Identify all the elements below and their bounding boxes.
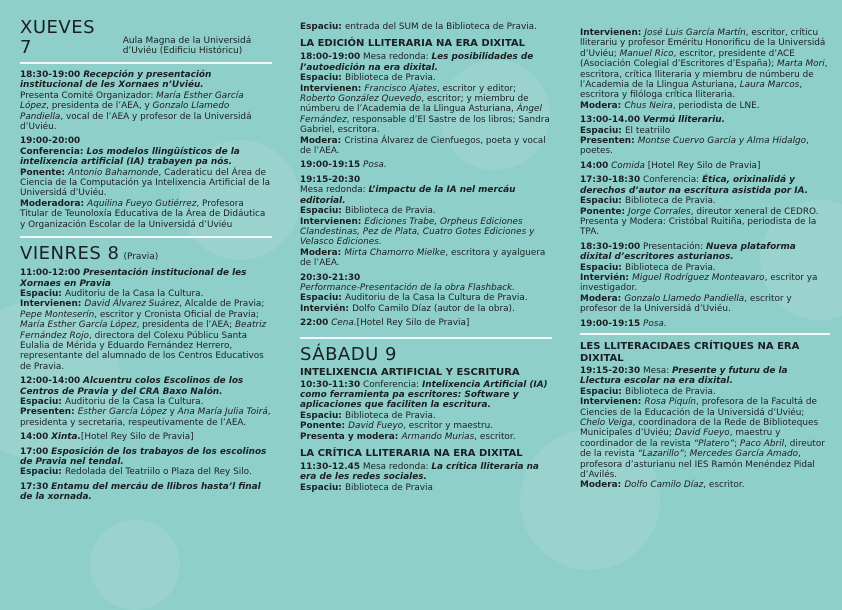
event: 17:30-18:30 Conferencia: Ética, orixinalidá y derechos d’autor na escritura asistida por IA. Espaciu: Biblioteca de Pravia. Ponente: Jorge Corrales, direutor xeneral de CEDRO. Presenta y Modera: Cristóbal Ruitiña, periodista de la TPA. [580, 175, 819, 238]
event: Intervienen: José Luis García Martín, escritor, críticu lliterariu y profesor Eméritu Honorificu de la Universidá d’Uviéu; Manuel Rico, escritor, presidente d’ACE (Asociación Colegial d’Escritores d’España); Marta Mori, escritora, crítica lliteraria y miembru de númberu de l’Academia de la Llingua Asturiana, Laura Marcos, escritora y filóloga crítica lliteraria. Modera: Chus Neira, periodista de LNE. [580, 28, 828, 111]
section-title: LES LLITERACIDAES CRÍTIQUES NA ERA DIXITAL [580, 340, 800, 364]
event: 20:30-21:30 Performance-Presentación de la obra Flashback. Espaciu: Auditoriu de la Casa la Cultura de Pravia. Intervién: Dolfo Camilo Díaz (autor de la obra). [300, 272, 528, 314]
day-name: SÁBADU 9 [300, 343, 397, 365]
day-header-friday [20, 244, 272, 264]
event: 17:30 Entamu del mercáu de llibros hasta’l final de la xornada. [20, 481, 261, 503]
event: 11:00-12:00 Presentación institucional de les Xornaes en Pravia Espaciu: Auditoriu de la Casa la Cultura. Intervienen: David Álvarez Suárez, Alcalde de Pravia; Pepe Monteserín, escritor y Cronista Oficial de Pravia; María Esther García López, presidenta de l’AEA; Beatriz Fernández Rojo, directora del Colexu Públicu Santa Eulalia de Mérida y Eduardo Fernández Herrero, representante del alumnado de los Centros Educativos de Pravia. [20, 268, 267, 372]
section-title: INTELIXENCIA ARTIFICIAL Y ESCRITURA [300, 366, 520, 378]
column-left [20, 18, 272, 507]
event: 19:15-20:30 Mesa redonda: L’impactu de la IA nel mercáu editorial. Espaciu: Biblioteca de Pravia. Intervienen: Ediciones Trabe, Orpheus Ediciones Clandestinas, Pez de Plata, Cuatro Gotes Ediciones y Velasco Ediciones. Modera: Mirta Chamorro Mielke, escritora y ayalguera de l’AEA. [300, 174, 546, 269]
day-header-saturday [300, 345, 552, 365]
event: 11:30-12.45 Mesa redonda: La crítica lliteraria na era de les redes sociales. Espaciu: Biblioteca de Pravia [300, 462, 539, 493]
divider [300, 337, 552, 339]
background-shape [90, 520, 180, 610]
day-location: Aula Magna de la Universidá d’Uviéu (Edificiu Históricu) [122, 36, 252, 56]
day-header-thursday [20, 18, 272, 58]
day-location: (Pravia) [123, 251, 159, 262]
divider [580, 333, 830, 335]
event: 18:30-19:00 Recepción y presentación institucional de les Xornaes n’Uviéu. Presenta Comité Organizador: María Esther García López, presidenta de l’AEA, y Gonzalo Llamedo Pandiella, vocal de l’AEA y profesor de la Universidá d’Uviéu. [20, 70, 252, 133]
day-name: XUEVES 7 [20, 17, 95, 58]
event: 22:00 Cena.[Hotel Rey Silo de Pravia] [300, 318, 470, 329]
divider [20, 236, 272, 238]
section-title: LA CRÍTICA LLITERARIA NA ERA DIXITAL [300, 448, 523, 459]
event: Espaciu: entrada del SUM de la Biblioteca de Pravia. [300, 22, 537, 32]
event: 18:00-19:00 Mesa redonda: Les posibilidades de l’autoedición na era dixital. Espaciu: Biblioteca de Pravia. Intervienen: Francisco Ajates, escritor y editor; Roberto González Quevedo, escritor; y miembru de númberu de l’Academia de la Llingua Asturiana, Ángel Fernández, responsable d’El Sastre de los libros; Sandra Gabriel, escritora. Modera: Cristina Álvarez de Cienfuegos, poeta y vocal de l’AEA. [300, 52, 550, 157]
event: 13:00-14.00 Vermú lliterariu. Espaciu: El teatriilo Presenten: Montse Cuervo García y Alma Hidalgo, poetes. [580, 115, 809, 157]
event: 19:15-20:30 Mesa: Presente y futuru de la Llectura escolar na era dixital. Espaciu: Biblioteca de Pravia. Intervienen: Rosa Piquín, profesora de la Facultá de Ciencies de la Educación de la Universidá d’Uviéu; Chelo Veiga, coordinadora de la Rede de Biblioteques Municipales d’Uviéu; David Fueyo, maestru y coordinador de la revista “Platero”; Paco Abril, direutor de la revista “Lazarillo”; Mercedes García Amado, profesora d’asturianu nel IES Ramón Menéndez Pidal d’Avilés. Modera: Dolfo Camilo Díaz, escritor. [580, 365, 825, 491]
event: 18:30-19:00 Presentación: Nueva plataforma dixital d’escritores asturianos. Espaciu: Biblioteca de Pravia. Intervién: Miguel Rodríguez Monteavaro, escritor ya investigador. Modera: Gonzalo Llamedo Pandiella, escritor y profesor de la Universidá d’Uviéu. [580, 241, 818, 315]
event: 10:30-11:30 Conferencia: Intelixencia Artificial (IA) como ferramienta pa escritores: Software y aplicaciones que faciliten la escritura. Espaciu: Biblioteca de Pravia. Ponente: David Fueyo, escritor y maestru. Presenta y modera: Armando Murias, escritor. [300, 379, 548, 442]
day-name: VIENRES 8 [20, 243, 120, 265]
event: 14:00 Comida [Hotel Rey Silo de Pravia] [580, 160, 761, 171]
event: 14:00 Xinta.[Hotel Rey Silo de Pravia] [20, 432, 194, 443]
event-time: 18:30-19:00 Recepción y presentación institucional de les Xornaes n’Uviéu. [20, 70, 212, 91]
divider [20, 62, 272, 64]
column-middle [300, 22, 552, 497]
event: 12:00-14:00 Alcuentru colos Escolinos de los Centros de Pravia y del CRA Baxo Nalón. Espaciu: Auditoriu de la Casa la Cultura. Presenten: Esther García López y Ana María Julia Toirá, presidenta y secretaria, respeutivamente de l’AEA. [20, 376, 271, 428]
event: 19:00-20:00 Conferencia: Los modelos llingüísticos de la intelixencia artificial (IA) trabayen pa nós. Ponente: Antonio Bahamonde, Caderaticu del Área de Ciencia de la Computación ya Intelixencia Artificial de la Universidá d’Uviéu. Moderadora: Aquilina Fueyo Gutiérrez, Profesora Titular de Teunoloxía Educativa de la Área de Didáutica y Organización Escolar de la Universidá d’Uviéu [20, 136, 271, 230]
event: 17:00 Esposición de los trabayos de los escolinos de Pravia nel tendal. Espaciu: Redolada del Teatriilo o Plaza del Rey Silo. [20, 446, 267, 478]
event: 19:00-19:15 Posa. [300, 160, 387, 171]
column-right [580, 28, 830, 495]
event: 19:00-19:15 Posa. [580, 318, 667, 329]
section-title: LA EDICIÓN LLITERARIA NA ERA DIXITAL [300, 38, 526, 50]
